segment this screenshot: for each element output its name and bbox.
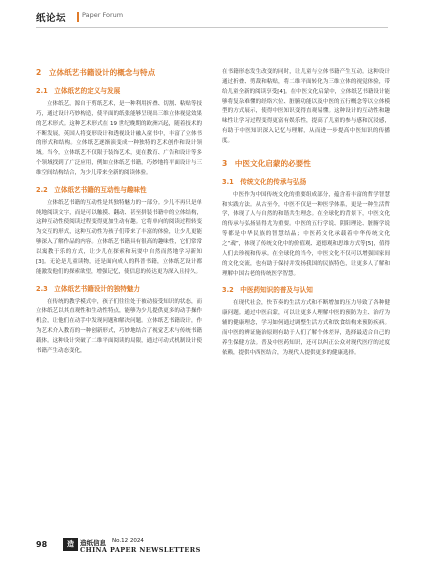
subsection-2-3-heading: 2.3 立体纸艺书籍设计的独特魅力 [36,284,140,293]
header-divider [36,27,388,28]
paragraph-3-1-text: 中医作为中国传统文化的重要组成部分，蕴含着丰富的哲学智慧和实践方法。从古至今，中医不仅是一种医学体系，更是一种生活哲学，体现了人与自然的和谐共生理念。在全球化的背景下，中医文化的传承与弘扬显得尤为重要。中医的五行学说、阴阳理论、脏腑学说等都是中华民族的智慧结晶；中医药文化承载着中华传统文化之“魂”，体现了传统文化中的价值观、道德观和思维方式等 [222,191,390,247]
subsection-3-2-heading: 3.2 中医药知识的普及与认知 [222,286,313,295]
subsection-2-1-heading: 2.1 立体纸艺的定义与发展 [36,87,121,95]
paragraph-3-2: 在现代社会，快节奏的生活方式和不断增加的压力导致了各种健康问题。通过中医启蒙，可以让更多人理解中医的预防为主、治疗为辅的健康理念，学习如何通过调整生活方式和饮食结构来预防疾病。而中医的辨证施治原则有助于人们了解个体差异，选择最适合自己的养生保健方法。普及中医药知识，还可以纠正公众对现代医疗的过度依赖，提供中西医结合，为现代人提供更多的健康选择。 [222,300,390,356]
issue-number: No.12 2024 [112,538,144,544]
column-title: 纸论坛 [36,13,67,24]
citation-4: [4] [277,88,286,95]
subsection-3-1-heading: 3.1 传统文化的传承与弘扬 [222,177,307,186]
journal-logo-icon: 造 [63,538,78,551]
header-accent-bar [77,12,79,22]
paragraph-2-3: 在传统的教学模式中，孩子们往往处于被动接受知识的状态，而立体纸艺以其直观性和生动性特点，能够为少儿提供更多的动手操作机会，让他们在动手中发现问题和解决问题。立体纸艺书籍设计，作为艺术介入教育的一种创新形式，巧妙地结合了视觉艺术与传统书籍载体。这种设计突破了二维平面阅读的局限，通过可动式机制设计使书籍产生动态变化， [36,298,202,354]
page-header [0,0,427,40]
section-2-heading: 2 立体纸艺书籍设计的概念与特点 [36,68,156,77]
left-column [36,68,202,357]
column-subtitle: Paper Forum [82,11,124,19]
section-3-heading: 3 中医文化启蒙的必要性 [222,158,311,168]
paragraph-2-3-cont [222,68,390,147]
paragraph-2-3-cont-text2: 。在中医文化启蒙中，立体纸艺书籍设计能够将复杂难懂的经络穴位、脏腑功能以及中医的五行概念等以立体模型的方式展示，使得中医知识变得直观易懂。这种设计的互动性和趣味性让学习过程变得更富有娱乐性，提高了儿童的参与感和沉浸感，有助于中医知识深入记忆与理解，从而进一步提高中医知识的传播度。 [222,88,390,144]
paragraph-2-1: 立体纸艺，源自于剪纸艺术，是一种利用折叠、切割、粘贴等技巧，通过设计巧妙构造，使平面的纸张能够呈现出三维立体视觉效果的艺术形式。这种艺术形式在 19 世纪晚期的欧洲兴起，随着技术的不断发展，英国人将变形设计和透视设计融入童书中，丰富了立体书的形式和结构。立体纸艺逐渐演变成一种独特的艺术创作和设计领域。当今，立体纸艺不仅限于装饰艺术，更在教育、广告和设计等多个领域找到了广泛应用，例如立体纸艺书籍，巧妙地将平面设计与三维空间结构结合，为少儿带来全新的阅读体验。 [36,101,202,176]
citation-5: [5] [365,240,374,247]
right-column [222,68,390,358]
citation-3: [3] [36,258,44,265]
paragraph-2-2-text: 立体纸艺书籍的互动性是其独特魅力的一部分。少儿不再只是单纯地阅读文字，而是可以触摸、翻动、甚至拼装书籍中的立体结构，这种互动性使阅读过程变得更加生动有趣。它将单向的阅读过程转变为交互的形式，这种互动性为孩子们带来了丰富的体验，让少儿更能够深入了解作品的内容。立体纸艺书籍具有很高的趣味性，它们常常以寓教于乐的方式，让少儿在探索和玩耍中自然而然地学习新知 [36,199,202,255]
journal-name: 造纸信息 [80,539,106,547]
paragraph-2-2 [36,199,202,278]
page-number: 98 [36,540,48,549]
subsection-2-2-heading: 2.2 立体纸艺书籍的互动性与趣味性 [36,185,147,194]
paragraph-3-1-cont: ，值得人们去珍视和传承。在全球化的当今，中医文化不仅可以增强国家间的文化交流，也有助于保持并发扬我国的民族特色，让更多人了解和理解中国古老的传统医学智慧。 [222,240,390,277]
journal-english-name: CHINA PAPER NEWSLETTERS [80,546,201,554]
paragraph-3-1 [222,191,390,280]
page-footer [0,530,427,579]
paragraph-2-2-cont: 。无论是儿童读物，还是面向成人的科普书籍，立体纸艺设计都能激发他们的探索欲望，增强记忆，使信息的传达更为深入且持久。 [36,258,202,275]
paragraph-2-3-cont-text: 在书籍形态发生改变的同时，让儿童与立体书籍产生互动。这种设计通过折叠、剪裁和粘贴，将二维平面转化为三维立体的视觉体验，带给儿童全新的阅读享受 [222,69,390,95]
